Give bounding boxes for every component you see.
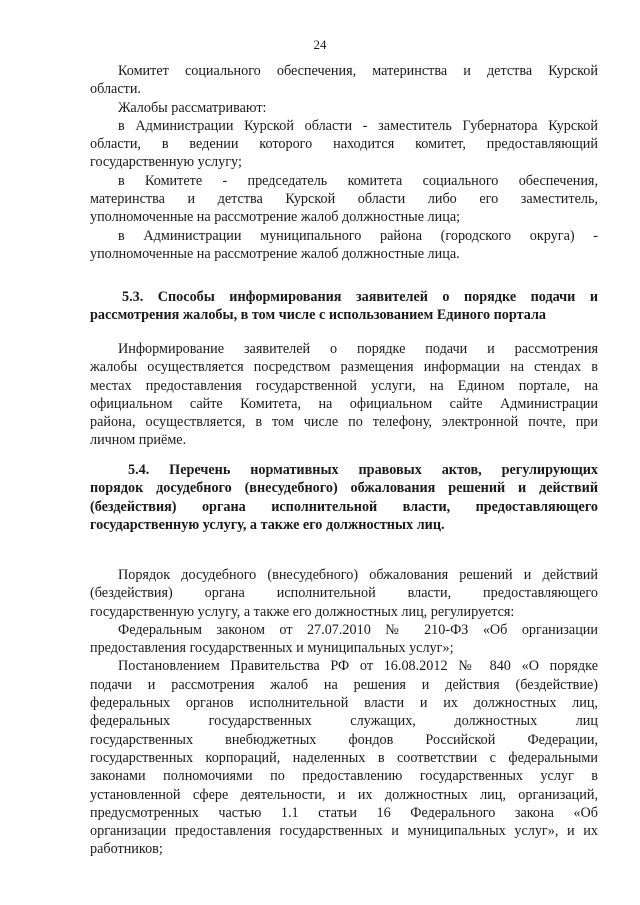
text-line: района, осуществляется, в том числе по телефону, электронной почте, при (90, 414, 598, 431)
text-line: личном приёме. (90, 432, 187, 449)
heading-line: 5.4. Перечень нормативных правовых актов, регулирующих (128, 462, 598, 478)
text-line: государственных внебюджетных фондов Российской Федерации, (90, 731, 598, 748)
text-line: Комитет социального обеспечения, материнства и детства Курской (118, 63, 598, 79)
heading-line: рассмотрения жалобы, в том числе с использованием Единого портала (90, 307, 547, 324)
text-line: предусмотренных частью 1.1 статьи 16 Федерального закона «Об (90, 804, 598, 821)
text-line: в Администрации Курской области - заместитель Губернатора Курской (118, 117, 598, 134)
text-line: Порядок досудебного (внесудебного) обжалования решений и действий (118, 567, 598, 583)
text-line: в Комитете - председатель комитета социального обеспечения, (118, 172, 598, 189)
complaint-reviewers-block (90, 62, 598, 263)
text-line: жалобы осуществляется посредством размещения информации на стендах в (90, 359, 598, 376)
text-line: области, в ведении которого находится комитет, предоставляющий (90, 136, 598, 153)
section-5-4-heading (90, 461, 598, 534)
page-number: 24 (313, 37, 327, 52)
section-5-3-heading (90, 288, 598, 325)
text-line: уполномоченные на рассмотрение жалоб должностные лица. (90, 245, 460, 262)
text-line: работников; (90, 841, 163, 858)
text-line: Федеральным законом от 27.07.2010 № 210-ФЗ «Об организации (118, 621, 598, 638)
text-line: организации предоставления государственных и муниципальных услуг», и их (90, 823, 598, 840)
text-line: уполномоченные на рассмотрение жалоб должностные лица; (90, 209, 461, 226)
text-line: в Администрации муниципального района (городского округа) - (118, 227, 598, 244)
heading-line: государственную услугу, а также его должностных лиц. (90, 516, 445, 533)
heading-line: 5.3. Способы информирования заявителей о порядке подачи и (122, 289, 598, 305)
heading-line: (бездействия) органа исполнительной власти, предоставляющего (90, 498, 598, 515)
text-line: установленной сфере деятельности, и их должностных лиц, организаций, (90, 786, 598, 803)
text-line: федеральных органов исполнительной власти и их должностных лиц, (90, 695, 598, 712)
text-line: государственную услугу; (90, 154, 242, 171)
text-line: федеральных государственных служащих, должностных лиц (90, 713, 598, 730)
text-line: законами полномочиями по предоставлению государственных услуг в (90, 768, 598, 785)
section-5-4-body (90, 566, 598, 859)
text-line: Постановлением Правительства РФ от 16.08.2012 № 840 «О порядке (118, 658, 598, 675)
text-line: (бездействия) органа исполнительной власти, предоставляющего (90, 585, 598, 602)
text-line: официальном сайте Комитета, на официальном сайте Администрации (90, 395, 598, 412)
section-5-3-body (90, 340, 598, 450)
text-line: местах предоставления государственной услуги, на Едином портале, на (90, 377, 598, 394)
heading-line: порядок досудебного (внесудебного) обжалования решений и действий (90, 480, 598, 497)
text-line: государственную услугу, а также его должностных лиц, регулируется: (90, 603, 515, 620)
text-line: материнства и детства Курской области либо его заместитель, (90, 191, 598, 208)
text-line: области. (90, 81, 141, 98)
text-line: подачи и рассмотрения жалоб на решения и действия (бездействие) (90, 676, 598, 693)
text-line: предоставления государственных и муниципальных услуг»; (90, 640, 454, 657)
text-line: государственных корпораций, наделенных в соответствии с федеральными (90, 749, 598, 766)
text-line: Информирование заявителей о порядке подачи и рассмотрения (118, 341, 598, 357)
text-line: Жалобы рассматривают: (118, 99, 267, 116)
